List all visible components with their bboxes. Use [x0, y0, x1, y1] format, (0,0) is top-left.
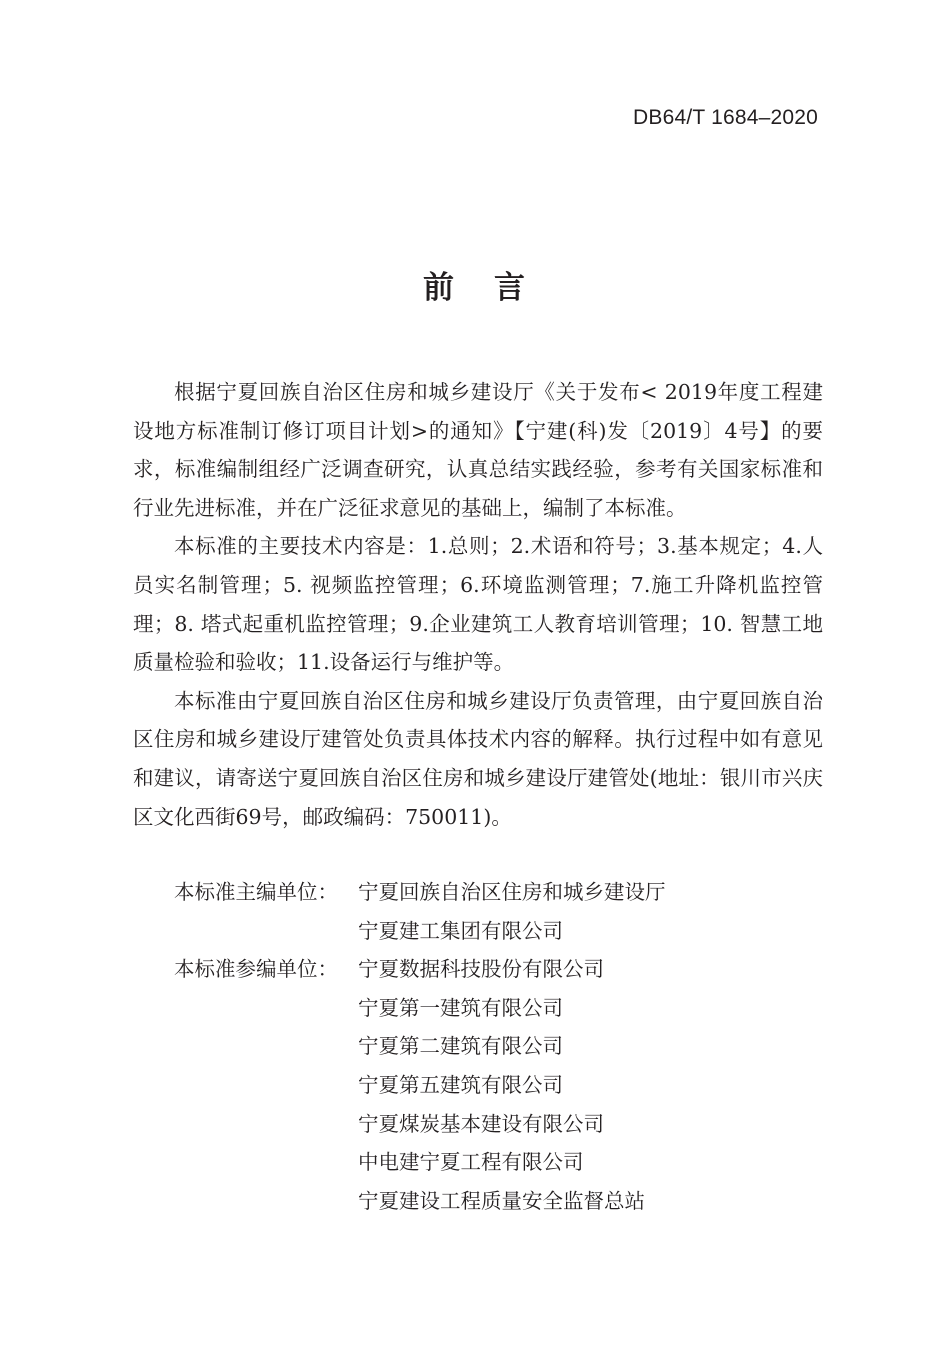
- chief-editor-row: [133, 912, 823, 951]
- chief-editor-row: [133, 873, 823, 912]
- title-char-1: 前: [423, 270, 456, 306]
- participant-unit: 宁夏第一建筑有限公司: [358, 995, 563, 1020]
- participant-label: 本标准参编单位：: [174, 957, 338, 982]
- participant-unit: 宁夏第五建筑有限公司: [358, 1072, 563, 1097]
- participant-row: [133, 1066, 823, 1105]
- chief-editor-unit: 宁夏回族自治区住房和城乡建设厅: [358, 880, 666, 904]
- participant-unit: 宁夏数据科技股份有限公司: [358, 957, 604, 982]
- page-title: [0, 262, 950, 307]
- paragraph-basis: 根据宁夏回族自治区住房和城乡建设厅《关于发布< 2019年度工程建设地方标准制订修订项目计划>的通知》【宁建(科)发〔2019〕4号】的要求，标准编制组经广泛调查研究，认真总结实践经验，参考有关国家标准和行业先进标准，并在广泛征求意见的基础上，编制了本标准。: [133, 380, 823, 520]
- editing-units: [133, 873, 823, 1220]
- title-char-2: 言: [494, 270, 527, 306]
- participant-unit: 宁夏煤炭基本建设有限公司: [358, 1111, 604, 1136]
- participant-row: [133, 989, 823, 1028]
- participant-row: [133, 1105, 823, 1144]
- participant-unit: 中电建宁夏工程有限公司: [358, 1150, 584, 1175]
- participant-row: [133, 1143, 823, 1182]
- paragraph-management: 本标准由宁夏回族自治区住房和城乡建设厅负责管理，由宁夏回族自治区住房和城乡建设厅建管处负责具体技术内容的解释。执行过程中如有意见和建议，请寄送宁夏回族自治区住房和城乡建设厅建管处(地址：银川市兴庆区文化西街69号，邮政编码：750011)。: [133, 688, 823, 829]
- preface-body: [133, 373, 823, 836]
- participant-row: [133, 950, 823, 989]
- participant-unit: 宁夏第二建筑有限公司: [358, 1034, 563, 1059]
- chief-editor-label: 本标准主编单位：: [174, 880, 338, 904]
- document-code: DB64/T 1684–2020: [633, 106, 818, 129]
- participant-unit: 宁夏建设工程质量安全监督总站: [358, 1188, 645, 1213]
- participant-row: [133, 1182, 823, 1221]
- participant-row: [133, 1027, 823, 1066]
- paragraph-technical-content: 本标准的主要技术内容是：1.总则；2.术语和符号；3.基本规定；4.人员实名制管理；5. 视频监控管理；6.环境监测管理；7.施工升降机监控管理；8. 塔式起重机监控管理；9.企业建筑工人教育培训管理；10. 智慧工地质量检验和验收；11.设备运行与维护等。: [133, 534, 823, 675]
- chief-editor-unit: 宁夏建工集团有限公司: [358, 918, 563, 943]
